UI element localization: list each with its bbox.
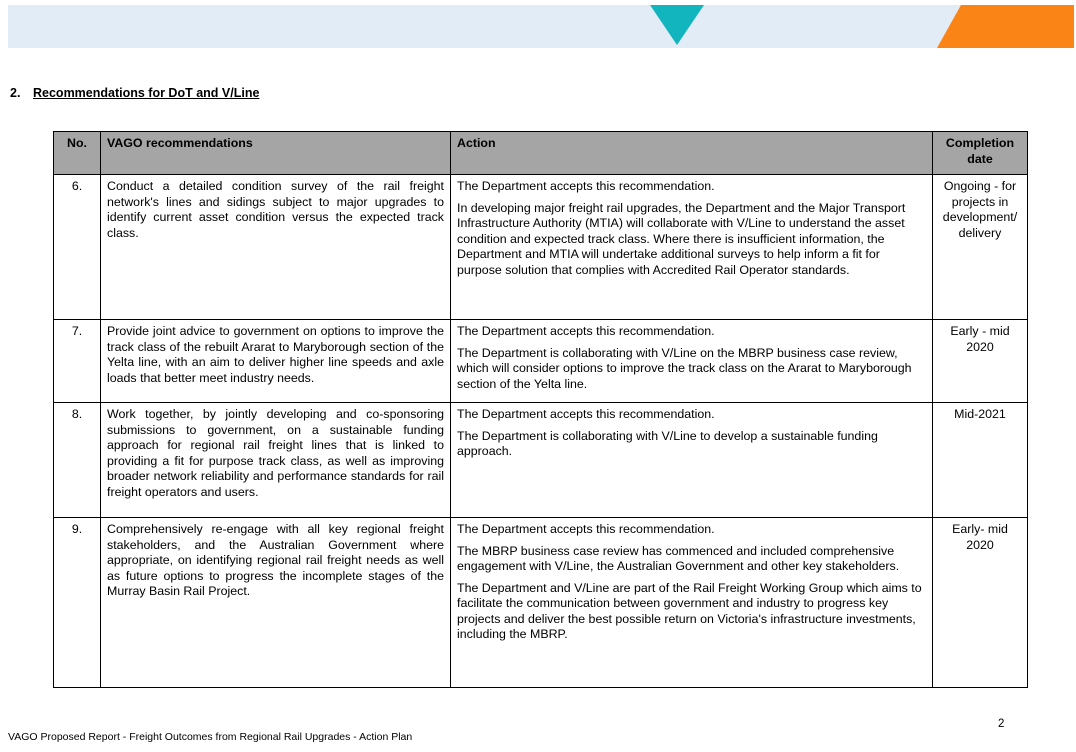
- action-cell: [451, 518, 933, 688]
- section-number: 2.: [10, 86, 21, 100]
- completion-date: Early - mid 2020: [933, 320, 1028, 403]
- recommendation-text: Work together, by jointly developing and co-sponsoring submissions to government, on a sustainable funding approach for regional rail freight lines that is linked to providing a fit for purpose track class, as well as improving broader network reliability and performance standards for rail freight operators and users.: [101, 403, 451, 518]
- action-paragraph: The Department is collaborating with V/Line to develop a sustainable funding approach.: [457, 428, 878, 458]
- table-header-row: [54, 132, 1028, 175]
- action-paragraph: The Department accepts this recommendation.: [457, 407, 715, 421]
- recommendation-text: Conduct a detailed condition survey of the rail freight network's lines and sidings subject to major upgrades to identify current asset condition versus the expected track class.: [101, 175, 451, 320]
- row-number: 8.: [54, 403, 101, 518]
- action-paragraph: The Department is collaborating with V/Line on the MBRP business case review, which will consider options to improve the track class on the Ararat to Maryborough section of the Yelta line.: [457, 345, 912, 391]
- row-number: 7.: [54, 320, 101, 403]
- action-paragraph: The Department and V/Line are part of the Rail Freight Working Group which aims to facilitate the communication between government and industry to progress key projects and deliver the best possible return on Victoria's infrastructure investments, including the MBRP.: [457, 580, 922, 641]
- action-cell: [451, 175, 933, 320]
- action-paragraph: The Department accepts this recommendation.: [457, 324, 715, 338]
- footer-text: VAGO Proposed Report - Freight Outcomes from Regional Rail Upgrades - Action Plan: [8, 731, 413, 743]
- action-paragraph: The Department accepts this recommendation.: [457, 522, 715, 536]
- col-header-completion-date: Completion date: [933, 132, 1028, 175]
- col-header-recommendations: VAGO recommendations: [101, 132, 451, 175]
- recommendation-text: Comprehensively re-engage with all key regional freight stakeholders, and the Australian Government where appropriate, on identifying regional rail freight needs as well as future options to progress the incomplete stages of the Murray Basin Rail Project.: [101, 518, 451, 688]
- col-header-action: Action: [451, 132, 933, 175]
- table-row: [54, 175, 1028, 320]
- col-header-no: No.: [54, 132, 101, 175]
- completion-date: Mid-2021: [933, 403, 1028, 518]
- table-row: [54, 518, 1028, 688]
- action-paragraph: The MBRP business case review has commenced and included comprehensive engagement with V/Line, the Australian Government and other key stakeholders.: [457, 543, 900, 573]
- action-cell: [451, 320, 933, 403]
- header-banner: [8, 5, 1074, 48]
- recommendations-table: [53, 131, 1028, 688]
- completion-date: Early- mid 2020: [933, 518, 1028, 688]
- recommendation-text: Provide joint advice to government on options to improve the track class of the rebuilt Ararat to Maryborough section of the Yelta line, with an aim to deliver higher line speeds and axle loads that better meet industry needs.: [101, 320, 451, 403]
- section-heading: [10, 86, 259, 100]
- action-cell: [451, 403, 933, 518]
- row-number: 9.: [54, 518, 101, 688]
- table-row: [54, 320, 1028, 403]
- action-paragraph: The Department accepts this recommendation.: [457, 179, 715, 193]
- row-number: 6.: [54, 175, 101, 320]
- action-paragraph: In developing major freight rail upgrades, the Department and the Major Transport Infrastructure Authority (MTIA) will collaborate with V/Line to understand the asset condition and expected track class. Where there is insufficient information, the Department and MTIA will undertake additional surveys to help inform a fit for purpose solution that complies with Accredited Rail Operator standards.: [457, 200, 906, 277]
- completion-date: Ongoing - for projects in development/ delivery: [933, 175, 1028, 320]
- section-title: Recommendations for DoT and V/Line: [33, 86, 260, 100]
- table-row: [54, 403, 1028, 518]
- orange-parallelogram-decoration: [937, 5, 1074, 48]
- page-number: 2: [998, 718, 1005, 730]
